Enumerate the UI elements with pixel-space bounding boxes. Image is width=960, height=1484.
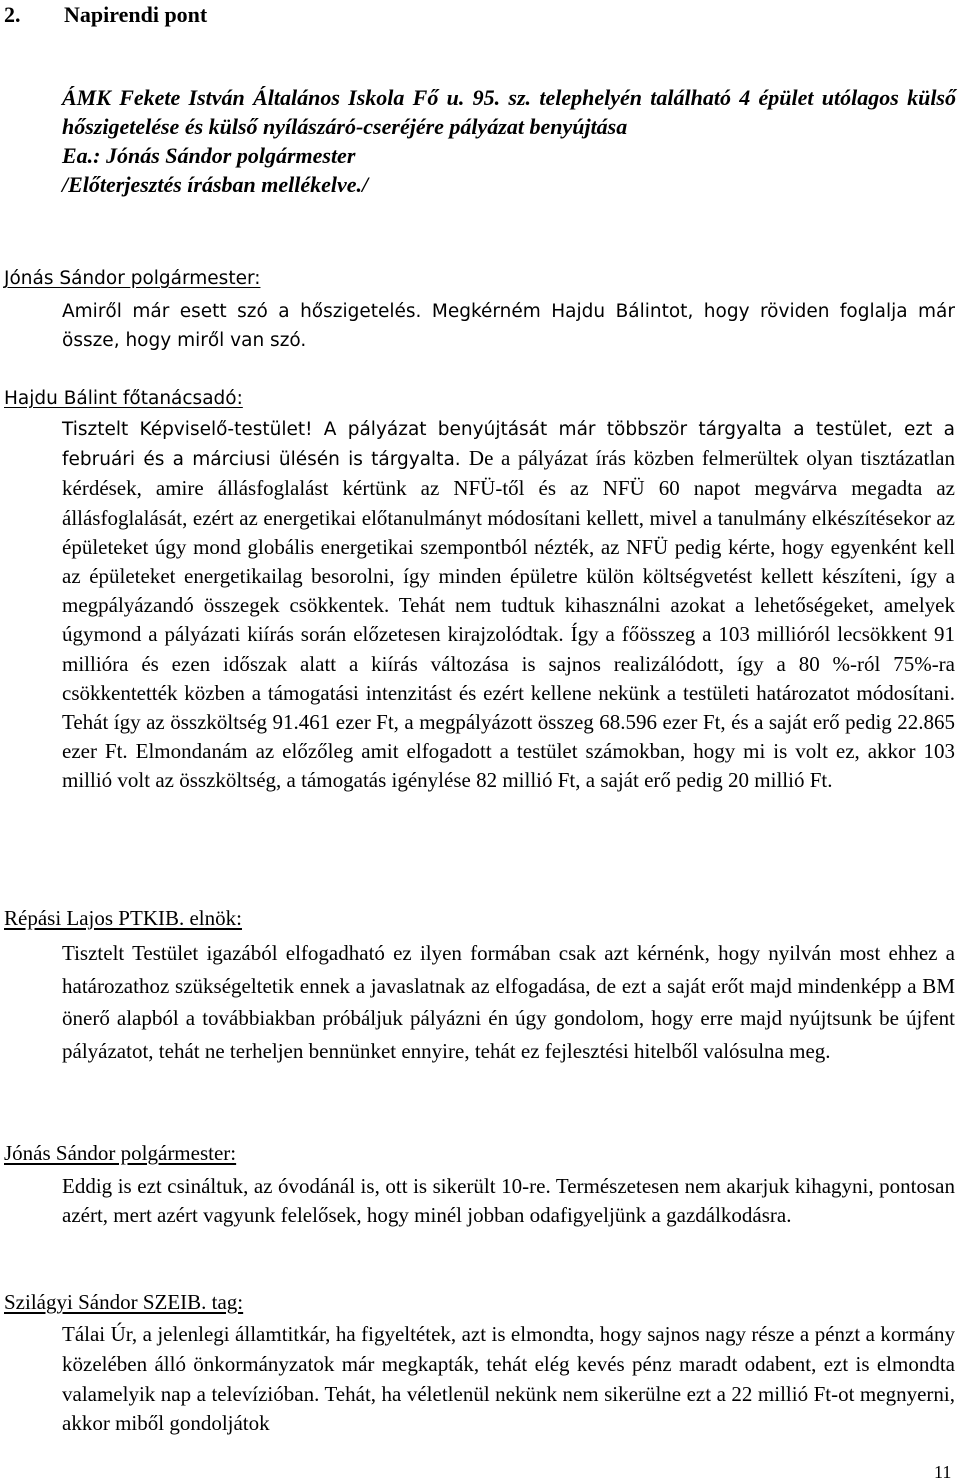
- speaker-label: Répási Lajos PTKIB. elnök:: [4, 906, 242, 930]
- agenda-heading: [4, 2, 207, 28]
- speaker-label: Jónás Sándor polgármester:: [4, 1141, 237, 1165]
- speaker-label: Jónás Sándor polgármester:: [4, 268, 261, 289]
- agenda-item-title: [62, 83, 956, 199]
- speech-paragraph: Eddig is ezt csináltuk, az óvodánál is, ott is sikerült 10-re. Természetesen nem akarjuk kihagyni, pontosan azért, mert azért vagyunk felelősek, hogy minél jobban odafigyeljünk a gazdálkodásra.: [62, 1174, 955, 1228]
- heading-title: Napirendi pont: [64, 2, 208, 27]
- speech-paragraph: Tálai Úr, a jelenlegi államtitkár, ha figyeltétek, azt is elmondta, hogy sajnos nagy része a pénzt a kormány közelében álló önkormányzatok már megkapták, tehát elég kevés pénz maradt odabent, ezt is elmondta valamelyik nap a televízióban. Tehát, ha véletlenül nekünk nem sikerülne ezt a 22 millió Ft-ot megnyerni, akkor miből gondoljátok: [62, 1322, 955, 1436]
- speech-paragraph: Amiről már esett szó a hőszigetelés. Megkérném Hajdu Bálintot, hogy röviden foglalja már össze, hogy miről van szó.: [62, 301, 955, 351]
- speaker-label: Szilágyi Sándor SZEIB. tag:: [4, 1290, 244, 1314]
- speech-body: De a pályázat írás közben felmerültek olyan tisztázatlan kérdések, amire állásfoglalást kértünk az NFÜ-től és az NFÜ 60 napot megvárva megadta az állásfoglalását, ezért az energetikai előtanulmányt módosítani kellett, mivel a tanulmány elkészítésekor az épületeket úgy mond globális energetikai szempontból nézték, az NFÜ pedig kérte, hogy egyenként kell az épületeket energetikailag besorolni, így minden épületre külön költségvetést kellett készíteni, így a megpályázandó összegek csökkentek. Tehát nem tudtuk kihasználni azokat a lehetőségeket, amelyek úgymond a pályázati kiírás során előzetesen kirajzolódtak. Így a főösszeg a 103 millióról lecsökkent 91 millióra és ezen időszak alatt a kiírás változása is sajnos realizálódott, így a 80 %-ról 75%-ra csökkentették közben a támogatási intenzitást és ezért kellene nekünk a testületi határozatot módosítani. Tehát így az összköltség 91.461 ezer Ft, a megpályázott összeg 68.596 ezer Ft, és a saját erő pedig 22.865 ezer Ft. Elmondanám az előzőleg amit elfogadott a testület számokban, hogy mi is volt ez, akkor 103 millió volt az összköltség, a támogatás igénylése 82 millió Ft, a saját erő pedig 20 millió Ft.: [62, 446, 955, 793]
- speech-paragraph: Tisztelt Testület igazából elfogadható ez ilyen formában csak azt kérnénk, hogy nyilván most ehhez a határozathoz szükségeltetik ennek a javaslatnak az elfogadása, de ezt a saját erőt majd mindenképp a BM önerő alapból a továbbiakban próbáljuk pályázni én úgy gondolom, hogy erre majd nyújtsunk be újfent pályázatot, tehát ne terheljen bennünket ennyire, tehát ez fejlesztési hitelből valósulna meg.: [62, 941, 955, 1063]
- heading-number: 2.: [4, 2, 21, 27]
- speaker-label: Hajdu Bálint főtanácsadó:: [4, 388, 243, 409]
- speech-intro: Tisztelt Képviselő-testület! A pályázat benyújtását már többször tárgyalta a testület, ezt a februári és a márciusi ülésén is tárgyalta.: [62, 419, 955, 471]
- agenda-presenter: Ea.: Jónás Sándor polgármester: [62, 143, 356, 168]
- speech-paragraph: [62, 414, 955, 796]
- page-number: 11: [934, 1462, 952, 1482]
- agenda-subject: ÁMK Fekete István Általános Iskola Fő u. 95. sz. telephelyén található 4 épület utólagos külső hőszigetelése és külső nyílászáró-cseréjére pályázat benyújtása: [62, 85, 956, 139]
- agenda-note: /Előterjesztés írásban mellékelve./: [62, 172, 369, 197]
